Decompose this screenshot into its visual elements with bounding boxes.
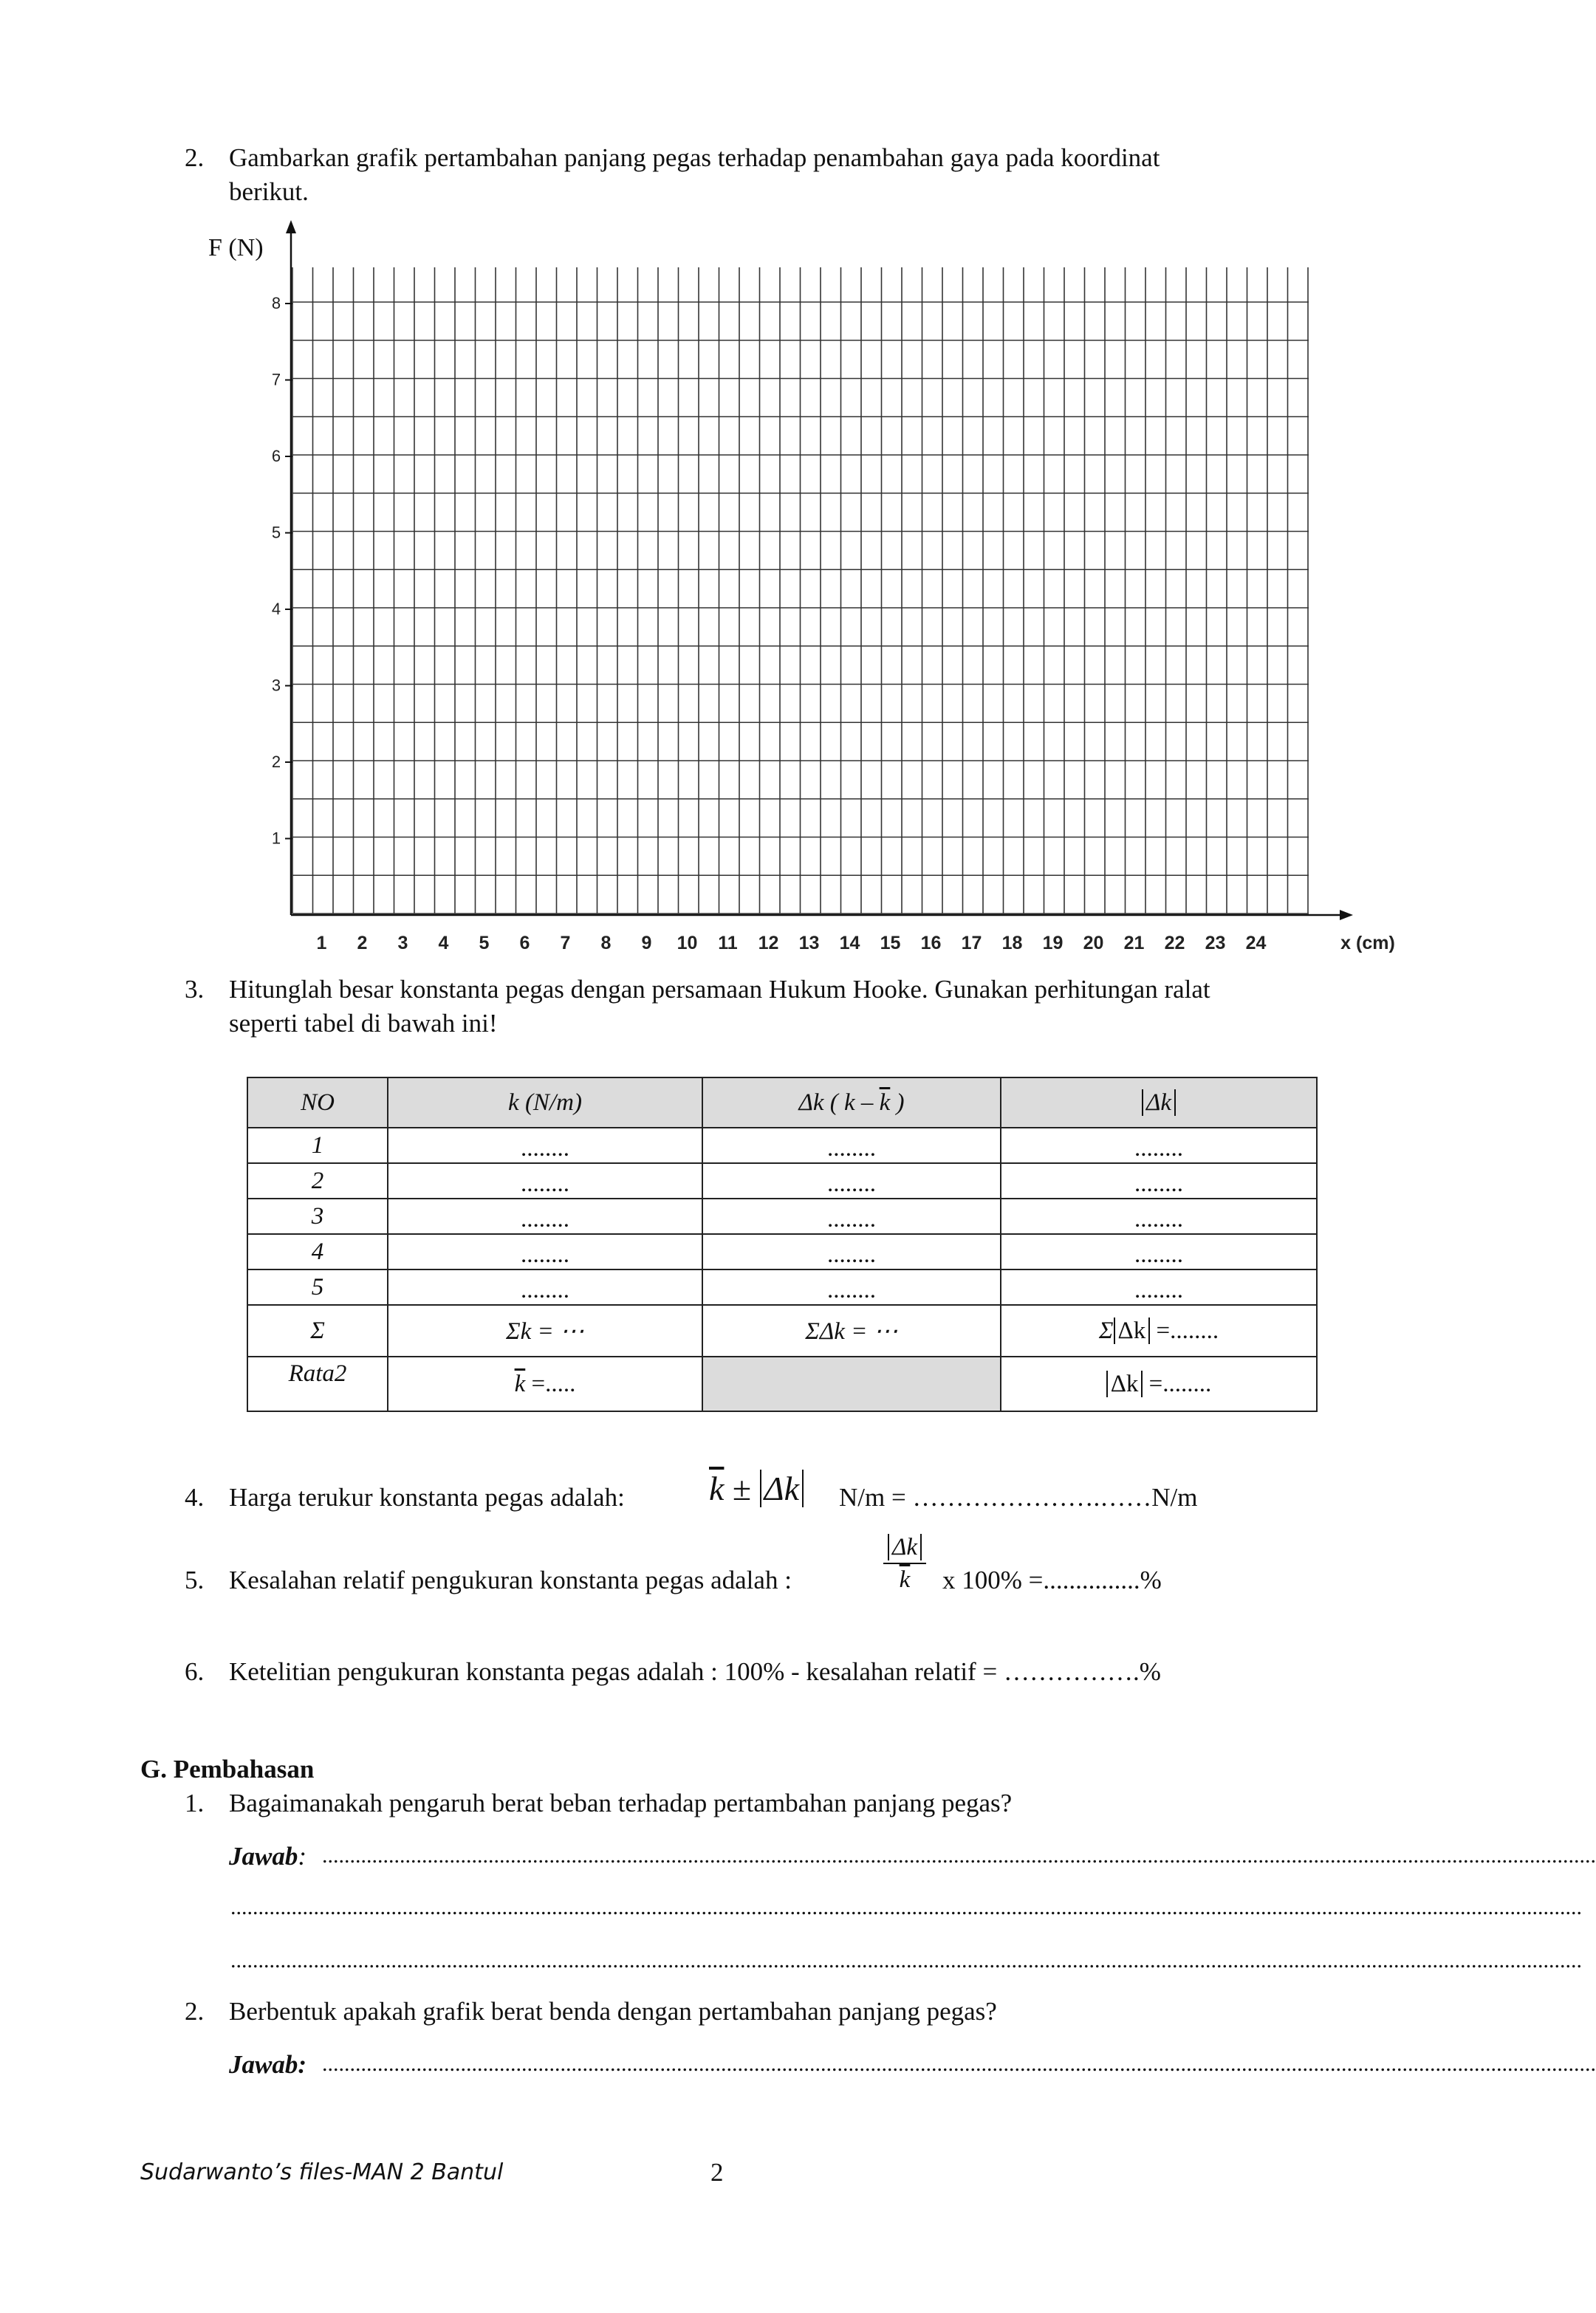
q4-tail: N/m = ………………….……N/m (839, 1483, 1198, 1512)
q3-number: 3. (185, 975, 205, 1004)
x-tick-label: 21 (1123, 933, 1145, 953)
sum-abs: Σ Δk =........ (1001, 1305, 1317, 1357)
q5-tail: x 100% =...............% (942, 1566, 1162, 1594)
y-tick-label: 6 (271, 447, 281, 465)
table-header-row (247, 1077, 1317, 1128)
answer-line-4[interactable]: ...................................................................................................................................................................................................................................... (322, 2052, 1596, 2076)
section-g-title: G. Pembahasan (140, 1755, 315, 1783)
x-tick-label: 19 (1042, 933, 1064, 953)
cell-abs: ........ (1001, 1128, 1317, 1163)
g-q1-number: 1. (185, 1789, 205, 1817)
x-tick-label: 18 (1001, 933, 1023, 953)
spring-constant-table (247, 1077, 1318, 1412)
cell-no: 2 (247, 1163, 388, 1199)
y-axis-label: F (N) (208, 234, 264, 261)
g-q2-text: Berbentuk apakah grafik berat benda dengan pertambahan panjang pegas? (229, 1997, 997, 2026)
cell-k: ........ (388, 1234, 702, 1269)
x-tick-label: 1 (316, 933, 327, 953)
cell-abs: ........ (1001, 1234, 1317, 1269)
sum-label: Σ (247, 1305, 388, 1357)
y-axis-arrow (286, 220, 296, 233)
x-tick-label: 17 (961, 933, 982, 953)
avg-label: Rata2 (247, 1357, 388, 1411)
table-row (247, 1234, 1317, 1269)
y-tick-label: 8 (271, 294, 281, 312)
y-tick-label: 2 (271, 753, 281, 771)
cell-dk: ........ (702, 1128, 1001, 1163)
y-tick-label: 7 (271, 370, 281, 389)
sum-k: Σk = ⋯ (388, 1305, 702, 1357)
sum-dk: ΣΔk = ⋯ (702, 1305, 1001, 1357)
cell-dk: ........ (702, 1269, 1001, 1305)
q2-line1: Gambarkan grafik pertambahan panjang pegas terhadap penambahan gaya pada koordinat (229, 143, 1160, 172)
x-tick-label: 11 (718, 933, 738, 953)
cell-dk: ........ (702, 1163, 1001, 1199)
x-tick-label: 15 (880, 933, 901, 953)
avg-dk-empty (702, 1357, 1001, 1411)
y-tick-label: 4 (271, 600, 281, 618)
table-row (247, 1128, 1317, 1163)
footer-credit: Sudarwanto’s files-MAN 2 Bantul (140, 2159, 504, 2185)
q6-text: Ketelitian pengukuran konstanta pegas adalah : 100% - kesalahan relatif = …………….% (229, 1657, 1161, 1686)
x-axis-arrow (1340, 910, 1353, 920)
q4-number: 4. (185, 1483, 205, 1512)
g-q2-number: 2. (185, 1997, 205, 2026)
header-k: k (N/m) (388, 1077, 702, 1128)
x-tick-label: 13 (798, 933, 820, 953)
page-number: 2 (710, 2158, 724, 2187)
table-row (247, 1163, 1317, 1199)
cell-k: ........ (388, 1269, 702, 1305)
avg-abs: Δk =........ (1001, 1357, 1317, 1411)
cell-k: ........ (388, 1199, 702, 1234)
x-tick-label: 6 (519, 933, 530, 953)
q4-text: Harga terukur konstanta pegas adalah: (229, 1483, 625, 1512)
q2-number: 2. (185, 143, 205, 172)
answer-line-2[interactable]: .................................................................................................................................................................................................................................................... (230, 1895, 1582, 1919)
cell-no: 4 (247, 1234, 388, 1269)
header-abs-dk: Δk (1001, 1077, 1317, 1128)
jawab2-label: Jawab: (229, 2050, 306, 2079)
x-tick-label: 7 (560, 933, 571, 953)
y-tick-label: 5 (271, 523, 281, 542)
x-tick-label: 10 (677, 933, 698, 953)
q6-number: 6. (185, 1657, 205, 1686)
x-axis-label: x (cm) (1340, 933, 1395, 953)
header-no: NO (247, 1077, 388, 1128)
cell-k: ........ (388, 1163, 702, 1199)
x-tick-label: 5 (479, 933, 490, 953)
cell-no: 1 (247, 1128, 388, 1163)
cell-no: 3 (247, 1199, 388, 1234)
x-tick-label: 20 (1083, 933, 1104, 953)
x-tick-label: 3 (397, 933, 408, 953)
table-row (247, 1199, 1317, 1234)
cell-no: 5 (247, 1269, 388, 1305)
y-tick-label: 3 (271, 676, 281, 695)
x-tick-label: 4 (438, 933, 449, 953)
q4-formula: $\overline{k} \pm \Delta k$ (709, 1467, 804, 1511)
g-q1-text: Bagaimanakah pengaruh berat beban terhadap pertambahan panjang pegas? (229, 1789, 1013, 1817)
q2-line2: berikut. (229, 177, 309, 206)
x-tick-label: 12 (758, 933, 779, 953)
q3-line1: Hitunglah besar konstanta pegas dengan persamaan Hukum Hooke. Gunakan perhitungan ralat (229, 975, 1210, 1004)
jawab1-label: Jawab: (229, 1842, 307, 1871)
x-tick-label: 14 (839, 933, 860, 953)
x-tick-label: 9 (641, 933, 652, 953)
q5-fraction: $\frac{\Delta k}{k}$ (883, 1532, 926, 1595)
cell-abs: ........ (1001, 1163, 1317, 1199)
cell-k: ........ (388, 1128, 702, 1163)
y-tick-label: 1 (271, 829, 281, 848)
table-sum-row (247, 1305, 1317, 1357)
grid-graph (199, 214, 1395, 960)
q5-text: Kesalahan relatif pengukuran konstanta pegas adalah : (229, 1566, 792, 1594)
x-tick-label: 23 (1205, 933, 1226, 953)
q5-number: 5. (185, 1566, 205, 1594)
answer-line-1[interactable]: ...................................................................................................................................................................................................................................... (322, 1843, 1596, 1868)
x-tick-label: 8 (600, 933, 612, 953)
table-avg-row (247, 1357, 1317, 1411)
avg-k: $\overline{k}$ =..... (388, 1357, 702, 1411)
q3-line2: seperti tabel di bawah ini! (229, 1009, 498, 1038)
x-tick-label: 22 (1164, 933, 1185, 953)
x-tick-label: 24 (1245, 933, 1267, 953)
answer-line-3[interactable]: .................................................................................................................................................................................................................................................... (230, 1948, 1582, 1973)
cell-dk: ........ (702, 1234, 1001, 1269)
table-row (247, 1269, 1317, 1305)
cell-abs: ........ (1001, 1199, 1317, 1234)
cell-dk: ........ (702, 1199, 1001, 1234)
cell-abs: ........ (1001, 1269, 1317, 1305)
header-dk: Δk ( k – $\overline{k}$ ) (702, 1077, 1001, 1128)
x-tick-label: 2 (357, 933, 368, 953)
x-tick-label: 16 (920, 933, 942, 953)
